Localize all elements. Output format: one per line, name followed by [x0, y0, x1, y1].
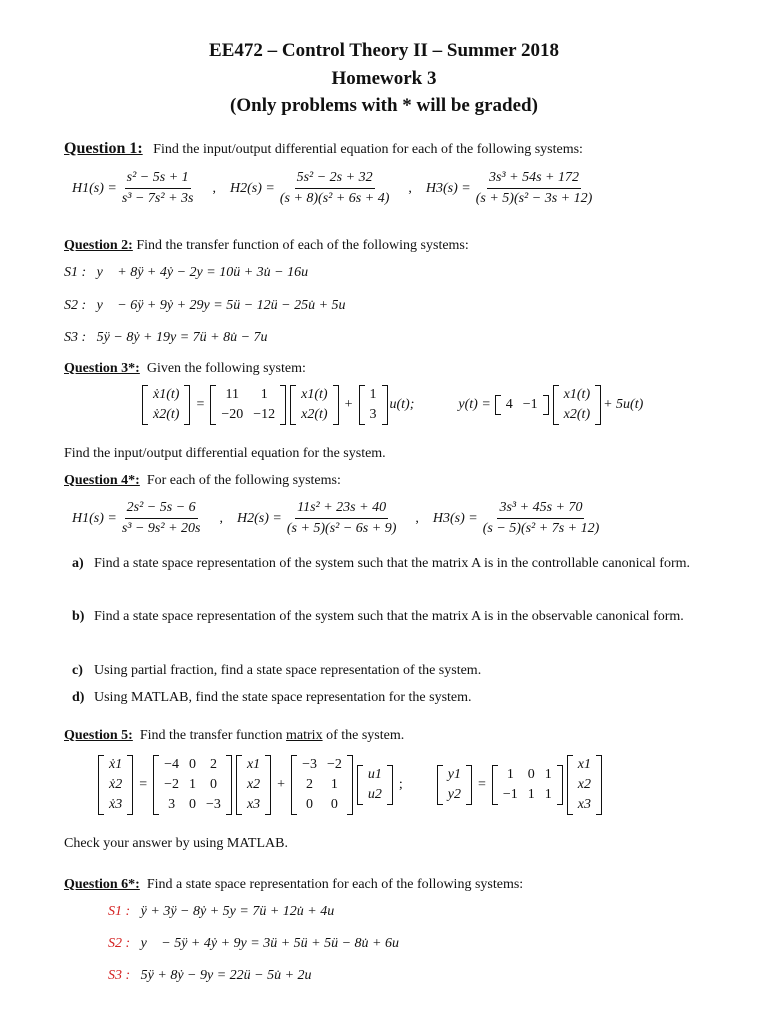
- q1-transfer-functions: H1(s) = $\frac{\text{s² − 5s + 1}}{\text{s³ − 7s² + 3s}}$ , H2(s) = $\frac{\text{5s² − 2s + 32}}{\text{(s + 8)(s² + 6s + 4)}}$ , H3(s) = $\frac{\text{3s³ + 54s + 172}}{\text{(s + 5)(s² − 3s + 12)}}$: [72, 170, 593, 206]
- q6-s2-eq: y⃜ − 5ÿ + 4ẏ + 9y = 3ü + 5ü + 5ü − 8u̇ + 6u: [140, 936, 399, 951]
- q4-h3-fraction: [481, 500, 602, 537]
- grading-note: (Only problems with * will be graded): [230, 95, 538, 116]
- q1-h2-num: 5s² − 2s + 32: [295, 170, 375, 189]
- q2-s1-name: S1 :: [64, 265, 87, 280]
- q5-xdot-3: ẋ3: [109, 797, 123, 812]
- q2-s2-name: S2 :: [64, 298, 87, 313]
- q5-u-2: u2: [367, 787, 382, 802]
- q3-output-lhs: y(t) =: [458, 397, 491, 412]
- q3-x-2: x2(t): [301, 407, 328, 422]
- q6-s3-name: S3 :: [108, 968, 131, 983]
- q5-a-22: 1: [189, 777, 197, 792]
- q5-xdot-2: ẋ2: [109, 777, 123, 792]
- q1-h2-lhs: H2(s) =: [229, 180, 275, 196]
- q4-h3-den: (s − 5)(s² + 7s + 12): [482, 521, 600, 536]
- q5-a-33: −3: [206, 797, 221, 812]
- q3-a-matrix: [210, 385, 286, 425]
- question-5: [64, 728, 404, 744]
- q2-s3-name: S3 :: [64, 330, 87, 345]
- q6-s2-name: S2 :: [108, 936, 131, 951]
- q4-part-a-tag: a): [72, 556, 84, 571]
- q5-a-11: −4: [164, 757, 180, 772]
- q1-h1-num: s² − 5s + 1: [125, 170, 191, 189]
- q4-h1-fraction: [120, 500, 203, 537]
- q6-s1-name: S1 :: [108, 904, 131, 919]
- q3-a-12: 1: [260, 387, 268, 402]
- course-title: EE472 – Control Theory II – Summer 2018: [209, 40, 559, 61]
- q3-a-11: 11: [225, 387, 240, 402]
- q4-part-c-tag: c): [72, 663, 83, 678]
- question-5-text-post: of the system.: [326, 728, 405, 743]
- q4-h3-lhs: H3(s) =: [432, 510, 478, 526]
- q3-b-vector: [359, 385, 388, 425]
- q5-b-11: −3: [302, 757, 317, 772]
- q4-part-d-text: Using MATLAB, find the state space representation for the system.: [94, 690, 472, 705]
- q3-x-1: x1(t): [301, 387, 328, 402]
- q1-h2-den: (s + 8)(s² + 6s + 4): [279, 191, 390, 206]
- q3-b-1: 1: [369, 387, 377, 402]
- q4-part-b-tag: b): [72, 609, 85, 624]
- q4-part-c-text: Using partial fraction, find a state space representation of the system.: [94, 663, 482, 678]
- q6-system-1: [108, 904, 334, 920]
- question-5-label: Question 5:: [64, 728, 133, 743]
- question-3-text: Given the following system:: [146, 361, 306, 376]
- q4-h2-fraction: [285, 500, 399, 537]
- q5-x-1: x1: [246, 757, 261, 772]
- q5-ox-1: x1: [577, 757, 592, 772]
- question-1-text: Find the input/output differential equation for each of the following systems:: [153, 142, 583, 157]
- q4-transfer-functions: H1(s) = $\frac{\text{2s² − 5s − 6}}{\text{s³ − 9s² + 20s}}$ , H2(s) = $\frac{\text{11s² + 23s + 40}}{\text{(s + 5)(s² − 6s + 9)}}$ , H3(s) = $\frac{\text{3s³ + 45s + 70}}{\text{(s − 5)(s² + 7s + 12)}}$: [72, 500, 600, 536]
- question-5-text-pre: Find the transfer function: [139, 728, 283, 743]
- q5-y-vector: [437, 765, 472, 805]
- q4-h1-num: 2s² − 5s − 6: [125, 500, 198, 519]
- q3-input: u(t);: [389, 397, 415, 412]
- q3-state-vector: [290, 385, 338, 425]
- q5-b-matrix: [291, 755, 353, 815]
- question-4-text: For each of the following systems:: [146, 473, 341, 488]
- q6-system-3: [108, 968, 312, 984]
- question-2-label: Question 2:: [64, 238, 133, 253]
- q4-h1-den: s³ − 9s² + 20s: [121, 521, 201, 536]
- q5-a-13: 2: [209, 757, 217, 772]
- q5-xdot-vector: [98, 755, 133, 815]
- q5-a-31: 3: [168, 797, 176, 812]
- q5-u-1: u1: [367, 767, 382, 782]
- q5-ox-2: x2: [577, 777, 592, 792]
- q5-x-vector: [236, 755, 271, 815]
- q3-b-2: 3: [369, 407, 377, 422]
- q3-state-derivative-vector: [142, 385, 190, 425]
- question-6-text: Find a state space representation for each of the following systems:: [146, 877, 524, 892]
- q1-h3-lhs: H3(s) =: [425, 180, 471, 196]
- q4-h1-lhs: H1(s) =: [72, 510, 117, 526]
- q4-part-a-text: Find a state space representation of the system such that the matrix A is in the controllable canonical form.: [94, 556, 690, 571]
- q4-part-c: [72, 657, 696, 684]
- q3-state-space: ẋ1(t) ẋ2(t) = 11 1 −20 −12 x1(t) x2(t) + 1 3 u(t); y(t) = 4 −1 x1(t) x2(t) + 5u(t): [140, 385, 643, 425]
- q3-c-1: 4: [505, 397, 513, 412]
- question-4-label: Question 4*:: [64, 473, 140, 488]
- q5-xdot-1: ẋ1: [109, 757, 123, 772]
- q4-h2-num: 11s² + 23s + 40: [295, 500, 388, 519]
- question-6: [64, 877, 523, 893]
- q5-b-31: 0: [306, 797, 314, 812]
- q4-part-a: [72, 550, 696, 577]
- q5-c-13: 1: [544, 767, 552, 782]
- q5-a-32: 0: [189, 797, 197, 812]
- q5-x-2: x2: [246, 777, 261, 792]
- q5-b-21: 2: [306, 777, 314, 792]
- q5-u-vector: [357, 765, 393, 805]
- question-3: [64, 361, 306, 377]
- q5-ox-3: x3: [577, 797, 592, 812]
- q1-h1-fraction: [120, 170, 196, 207]
- q1-h1-lhs: H1(s) =: [72, 180, 117, 196]
- q5-y-1: y1: [447, 767, 461, 782]
- question-6-label: Question 6*:: [64, 877, 140, 892]
- q5-c-22: 1: [527, 787, 535, 802]
- q3-feedthrough: + 5u(t): [603, 397, 644, 412]
- q3-output-state-vector: [553, 385, 601, 425]
- q5-a-23: 0: [209, 777, 217, 792]
- q3-c-vector: [495, 395, 549, 415]
- q3-a-21: −20: [221, 407, 244, 422]
- q4-part-d-tag: d): [72, 690, 85, 705]
- homework-title: Homework 3: [331, 68, 437, 89]
- q5-c-matrix: [492, 765, 563, 805]
- question-3-label: Question 3*:: [64, 361, 140, 376]
- q5-b-32: 0: [330, 797, 338, 812]
- q2-s2-eq: y⃜ − 6ÿ + 9ẏ + 29y = 5ü − 12ü − 25u̇ + 5u: [96, 298, 346, 313]
- q3-yx-2: x2(t): [563, 407, 591, 422]
- q1-h3-num: 3s³ + 54s + 172: [487, 170, 581, 189]
- q5-c-23: 1: [544, 787, 552, 802]
- q3-xdot-2: ẋ2(t): [153, 407, 180, 422]
- q4-part-b: [72, 603, 696, 630]
- question-4: [64, 473, 341, 489]
- q4-h2-den: (s + 5)(s² − 6s + 9): [286, 521, 397, 536]
- q4-part-d: [72, 684, 696, 711]
- q2-s1-eq: y⃛ + 8ÿ + 4ẏ − 2y = 10ü + 3u̇ − 16u: [96, 265, 309, 280]
- q6-s1-eq: ÿ + 3ÿ − 8ẏ + 5y = 7ü + 12u̇ + 4u: [140, 904, 335, 919]
- q5-c-12: 0: [527, 767, 535, 782]
- question-5-text-underlined: matrix: [286, 728, 323, 743]
- q1-h1-den: s³ − 7s² + 3s: [121, 191, 194, 206]
- q5-a-21: −2: [164, 777, 180, 792]
- q1-h3-fraction: [474, 170, 595, 207]
- q4-h2-lhs: H2(s) =: [236, 510, 282, 526]
- q3-a-22: −12: [253, 407, 276, 422]
- q5-a-matrix: [153, 755, 232, 815]
- q1-h2-fraction: [278, 170, 392, 207]
- q2-system-1: [64, 265, 308, 281]
- q5-c-11: 1: [506, 767, 514, 782]
- q5-state-space: ẋ1 ẋ2 ẋ3 = −4 0 2 −2 1 0 3 0 −3 x1 x2 x3 + −3 −2 2 1 0 0 u1 u2 ; y1 y2 = 1 0 1 −1 1 1 x1 x2 x3: [96, 755, 604, 815]
- question-2: [64, 238, 469, 254]
- q2-s3-eq: 5ÿ − 8ẏ + 19y = 7ü + 8u̇ − 7u: [96, 330, 268, 345]
- question-1: [64, 140, 583, 158]
- q5-c-21: −1: [502, 787, 518, 802]
- q3-yx-1: x1(t): [563, 387, 591, 402]
- q5-y-2: y2: [447, 787, 461, 802]
- q6-s3-eq: 5ÿ + 8ẏ − 9y = 22ü − 5u̇ + 2u: [140, 968, 312, 983]
- q5-b-22: 1: [330, 777, 338, 792]
- q3-instruction: Find the input/output differential equation for the system.: [64, 446, 386, 461]
- q2-system-3: [64, 330, 268, 346]
- q5-x-3: x3: [246, 797, 261, 812]
- q2-system-2: [64, 298, 346, 314]
- q5-instruction: Check your answer by using MATLAB.: [64, 836, 288, 851]
- q4-part-b-text: Find a state space representation of the system such that the matrix A is in the observable canonical form.: [94, 609, 684, 624]
- q3-xdot-1: ẋ1(t): [153, 387, 180, 402]
- question-2-text: Find the transfer function of each of the following systems:: [136, 238, 469, 253]
- q6-system-2: [108, 936, 399, 952]
- q5-output-x-vector: [567, 755, 602, 815]
- q1-h3-den: (s + 5)(s² − 3s + 12): [475, 191, 593, 206]
- question-1-label: Question 1:: [64, 140, 143, 157]
- q3-c-2: −1: [522, 397, 538, 412]
- q5-b-12: −2: [326, 757, 342, 772]
- q5-a-12: 0: [189, 757, 197, 772]
- q4-h3-num: 3s³ + 45s + 70: [497, 500, 584, 519]
